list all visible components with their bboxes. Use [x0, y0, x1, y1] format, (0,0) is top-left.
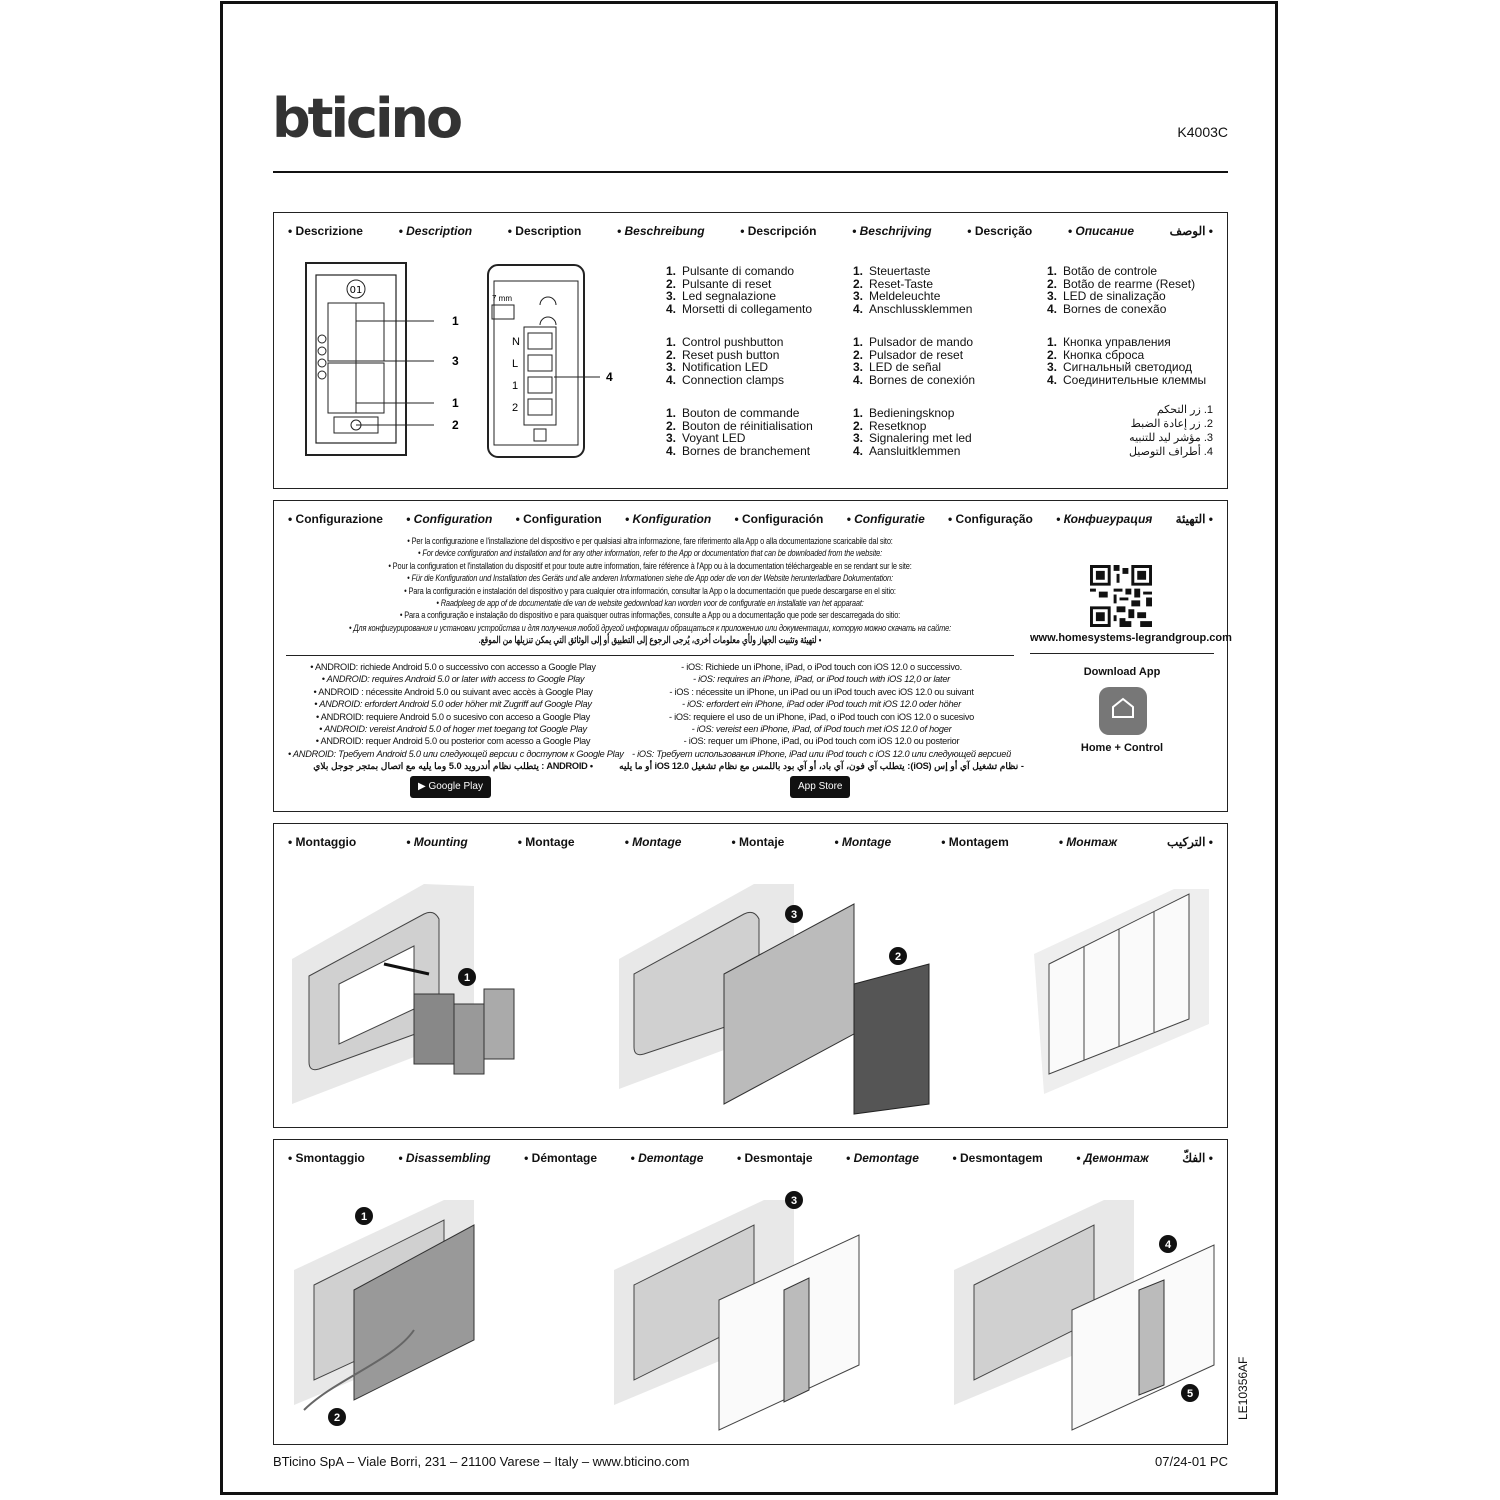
list-de: 1. Steuertaste 2. Reset-Taste 3. Meldeleuchte 4. Anschlussklemmen: [853, 264, 973, 316]
list-pt: 1. Botão de controle 2. Botão de rearme (Reset) 3. LED de sinalização 4. Bornes de conexão: [1047, 264, 1196, 316]
bticino-logo: bticino: [272, 87, 461, 150]
config-instructions-box: [286, 536, 1014, 654]
configuration-headers: • Configurazione • Configuration • Configuration • Konfiguration • Configuración • Configuratie • Configuração • Конфигурация • التهيئة: [288, 512, 1213, 526]
config-instructions: • Per la configurazione e l'installazione del dispositivo e per qualsiasi altra informazione, fare riferimento alla App o alla documentazione scaricabile dal sito: • For device configuration and installation and for any other information, refer to the App or documentation that can be downloaded from the website: • Pour la configuration et l'installation du dispositif et pour toute autre information, faire référence à l'App ou à la documentation téléchargeable en se rendant sur le site: • Für die Konfiguration und Installation des Geräts und alle anderen Informationen siehe die App oder die von der Website herunterladbare Dokumentation: • Para la configuración e instalación del dispositivo y para cualquier otra información, consultar la App o la documentación que puede descargarse en el sitio: • Raadpleeg de app of de documentatie die van de website gedownload kan worden voor de configuratie en installatie van het apparaat: • Para a configuração e instalação do dispositivo e para quaisquer outras informações, consulte a App ou a documentação que pode ser descarregada do sitio: • Для конфигурирования и установки устройства и для получения любой другой информации обращаться к приложению или документации, которую можно скачать на сайте: • لتهيئة وتثبيت الجهاز ولأي معلومات أخرى، يُرجى الرجوع إلى التطبيق أو إلى الوثائق التي يمكن تنزيلها من الموقع.: [348, 536, 952, 647]
header-de: • Beschreibung: [616, 224, 705, 238]
footer-address: BTicino SpA – Viale Borri, 231 – 21100 Varese – Italy – www.bticino.com: [273, 1454, 690, 1469]
header-pt: • Descrição: [967, 224, 1033, 238]
download-app-label: Download App: [1083, 666, 1161, 678]
header-en: • Description: [398, 224, 473, 238]
description-headers: [288, 224, 1213, 238]
device-front-diagram: [294, 261, 474, 461]
disassembling-illustration: [274, 1180, 1226, 1442]
ios-requirements: - iOS: Richiede un iPhone, iPad, o iPod touch con iOS 12.0 o successivo. - iOS: requires an iPhone, iPad, or iPod touch with iOS 12,0 or later - iOS : nécessite un iPhone, un iPad ou un iPod touch avec iOS 12.0 ou suivant - iOS: erfordert ein iPhone, iPad oder iPod touch mit iOS 12.0 oder höher - iOS: requiere el uso de un iPhone, iPad, o iPod touch con iOS 12.0 o sucesivo - iOS: vereist een iPhone, iPad, of iPod touch met iOS 12.0 of hoger - iOS: requer um iPhone, iPad, ou iPod touch com iOS 12.0 ou posterior - iOS: Требует использования iPhone, iPad или iPod touch с iOS 12.0 или следующей версией - نظام تشغيل آي أو إس (iOS): يتطلب آي فون، آي باد، أو آي بود باللمس مع نظام تشغيل iOS 12.0 أو ما يليه: [619, 662, 1024, 772]
google-play-badge[interactable]: ▶ Google Play: [410, 776, 491, 798]
list-en: 1. Control pushbutton 2. Reset push button 3. Notification LED 4. Connection clamps: [666, 335, 785, 387]
disassemble-step-4: 4: [1164, 1239, 1172, 1251]
module-marking: 01: [349, 285, 363, 296]
description-panel: [273, 212, 1228, 489]
disassemble-step-1: 1: [360, 1211, 368, 1223]
document-code: LE10356AF: [1236, 1356, 1250, 1420]
website-divider: [1030, 653, 1214, 654]
terminal-2: 2: [512, 402, 519, 414]
header-ru: • Описание: [1067, 224, 1134, 238]
app-store-badge[interactable]: App Store: [790, 776, 850, 798]
home-icon: [1099, 687, 1147, 735]
website-url[interactable]: www.homesystems-legrandgroup.com: [1030, 632, 1232, 644]
callout-3: 3: [452, 354, 459, 368]
callout-1b: 1: [452, 396, 459, 410]
callout-4: 4: [606, 370, 613, 384]
list-ru: 1. Кнопка управления 2. Кнопка сброса 3. Сигнальный светодиод 4. Соединительные клеммы: [1047, 335, 1207, 387]
device-rear-diagram: [482, 261, 622, 461]
strip-length: 7 mm: [492, 294, 512, 303]
callout-1a: 1: [452, 314, 459, 328]
disassemble-step-2: 2: [333, 1412, 341, 1424]
header-fr: • Description: [507, 224, 582, 238]
disassemble-step-3: 3: [790, 1195, 798, 1207]
mounting-illustration: [274, 864, 1226, 1126]
qr-code: [1090, 565, 1152, 627]
android-requirements: • ANDROID: richiede Android 5.0 o successivo con accesso a Google Play • ANDROID: requires Android 5.0 or later with access to Google Play • ANDROID : nécessite Android 5.0 ou suivant avec accès à Google Play • ANDROID: erfordert Android 5.0 oder höher mit Zugriff auf Google Play • ANDROID: requiere Android 5.0 o sucesivo con acceso a Google Play • ANDROID: vereist Android 5.0 of hoger met toegang tot Google Play • ANDROID: requer Android 5.0 ou posterior com acesso a Google Play • ANDROID: Требует Android 5.0 или следующей версии с доступом к Google Play • ANDROID : يتطلب نظام أندرويد 5.0 وما يليه مع اتصال بمتجر جوجل بلاي: [288, 662, 624, 772]
terminal-1: 1: [512, 380, 519, 392]
config-divider: [286, 655, 1014, 656]
list-fr: 1. Bouton de commande 2. Bouton de réinitialisation 3. Voyant LED 4. Bornes de branchement: [666, 406, 813, 458]
header-nl: • Beschrijving: [852, 224, 932, 238]
home-control-app-button[interactable]: [1099, 687, 1147, 735]
disassemble-step-5: 5: [1186, 1388, 1194, 1400]
product-code: K4003C: [1177, 124, 1228, 140]
header-ar: • الوصف: [1169, 224, 1213, 238]
list-es: 1. Pulsador de mando 2. Pulsador de reset 3. LED de señal 4. Bornes de conexión: [853, 335, 976, 387]
footer-date: 07/24-01 PC: [1155, 1454, 1228, 1469]
terminal-l: L: [512, 358, 519, 370]
app-name: Home + Control: [1080, 742, 1164, 754]
disassembling-headers: • Smontaggio • Disassembling • Démontage • Demontage • Desmontaje • Demontage • Desmontagem • Демонтаж • الفكّ: [288, 1151, 1213, 1165]
configuration-panel: [273, 500, 1232, 812]
callout-2: 2: [452, 418, 459, 432]
mount-step-3: 3: [790, 909, 798, 921]
mount-step-1: 1: [463, 972, 471, 984]
list-ar: 1. زر التحكم 2. زر إعادة الضبط 3. مؤشر ليد للتنبيه 4. أطراف التوصيل: [1128, 404, 1213, 458]
mount-step-2: 2: [894, 951, 902, 963]
list-it: 1. Pulsante di comando 2. Pulsante di reset 3. Led segnalazione 4. Morsetti di collegamento: [666, 264, 813, 316]
header-divider: [273, 171, 1228, 173]
mounting-headers: • Montaggio • Mounting • Montage • Montage • Montaje • Montage • Montagem • Монтаж • التركيب: [288, 835, 1213, 849]
disassembling-panel: [273, 1139, 1228, 1445]
terminal-n: N: [512, 336, 520, 348]
header-it: • Descrizione: [288, 224, 363, 238]
header-es: • Descripción: [740, 224, 817, 238]
mounting-panel: [273, 823, 1228, 1128]
list-nl: 1. Bedieningsknop 2. Resetknop 3. Signalering met led 4. Aansluitklemmen: [853, 406, 972, 458]
